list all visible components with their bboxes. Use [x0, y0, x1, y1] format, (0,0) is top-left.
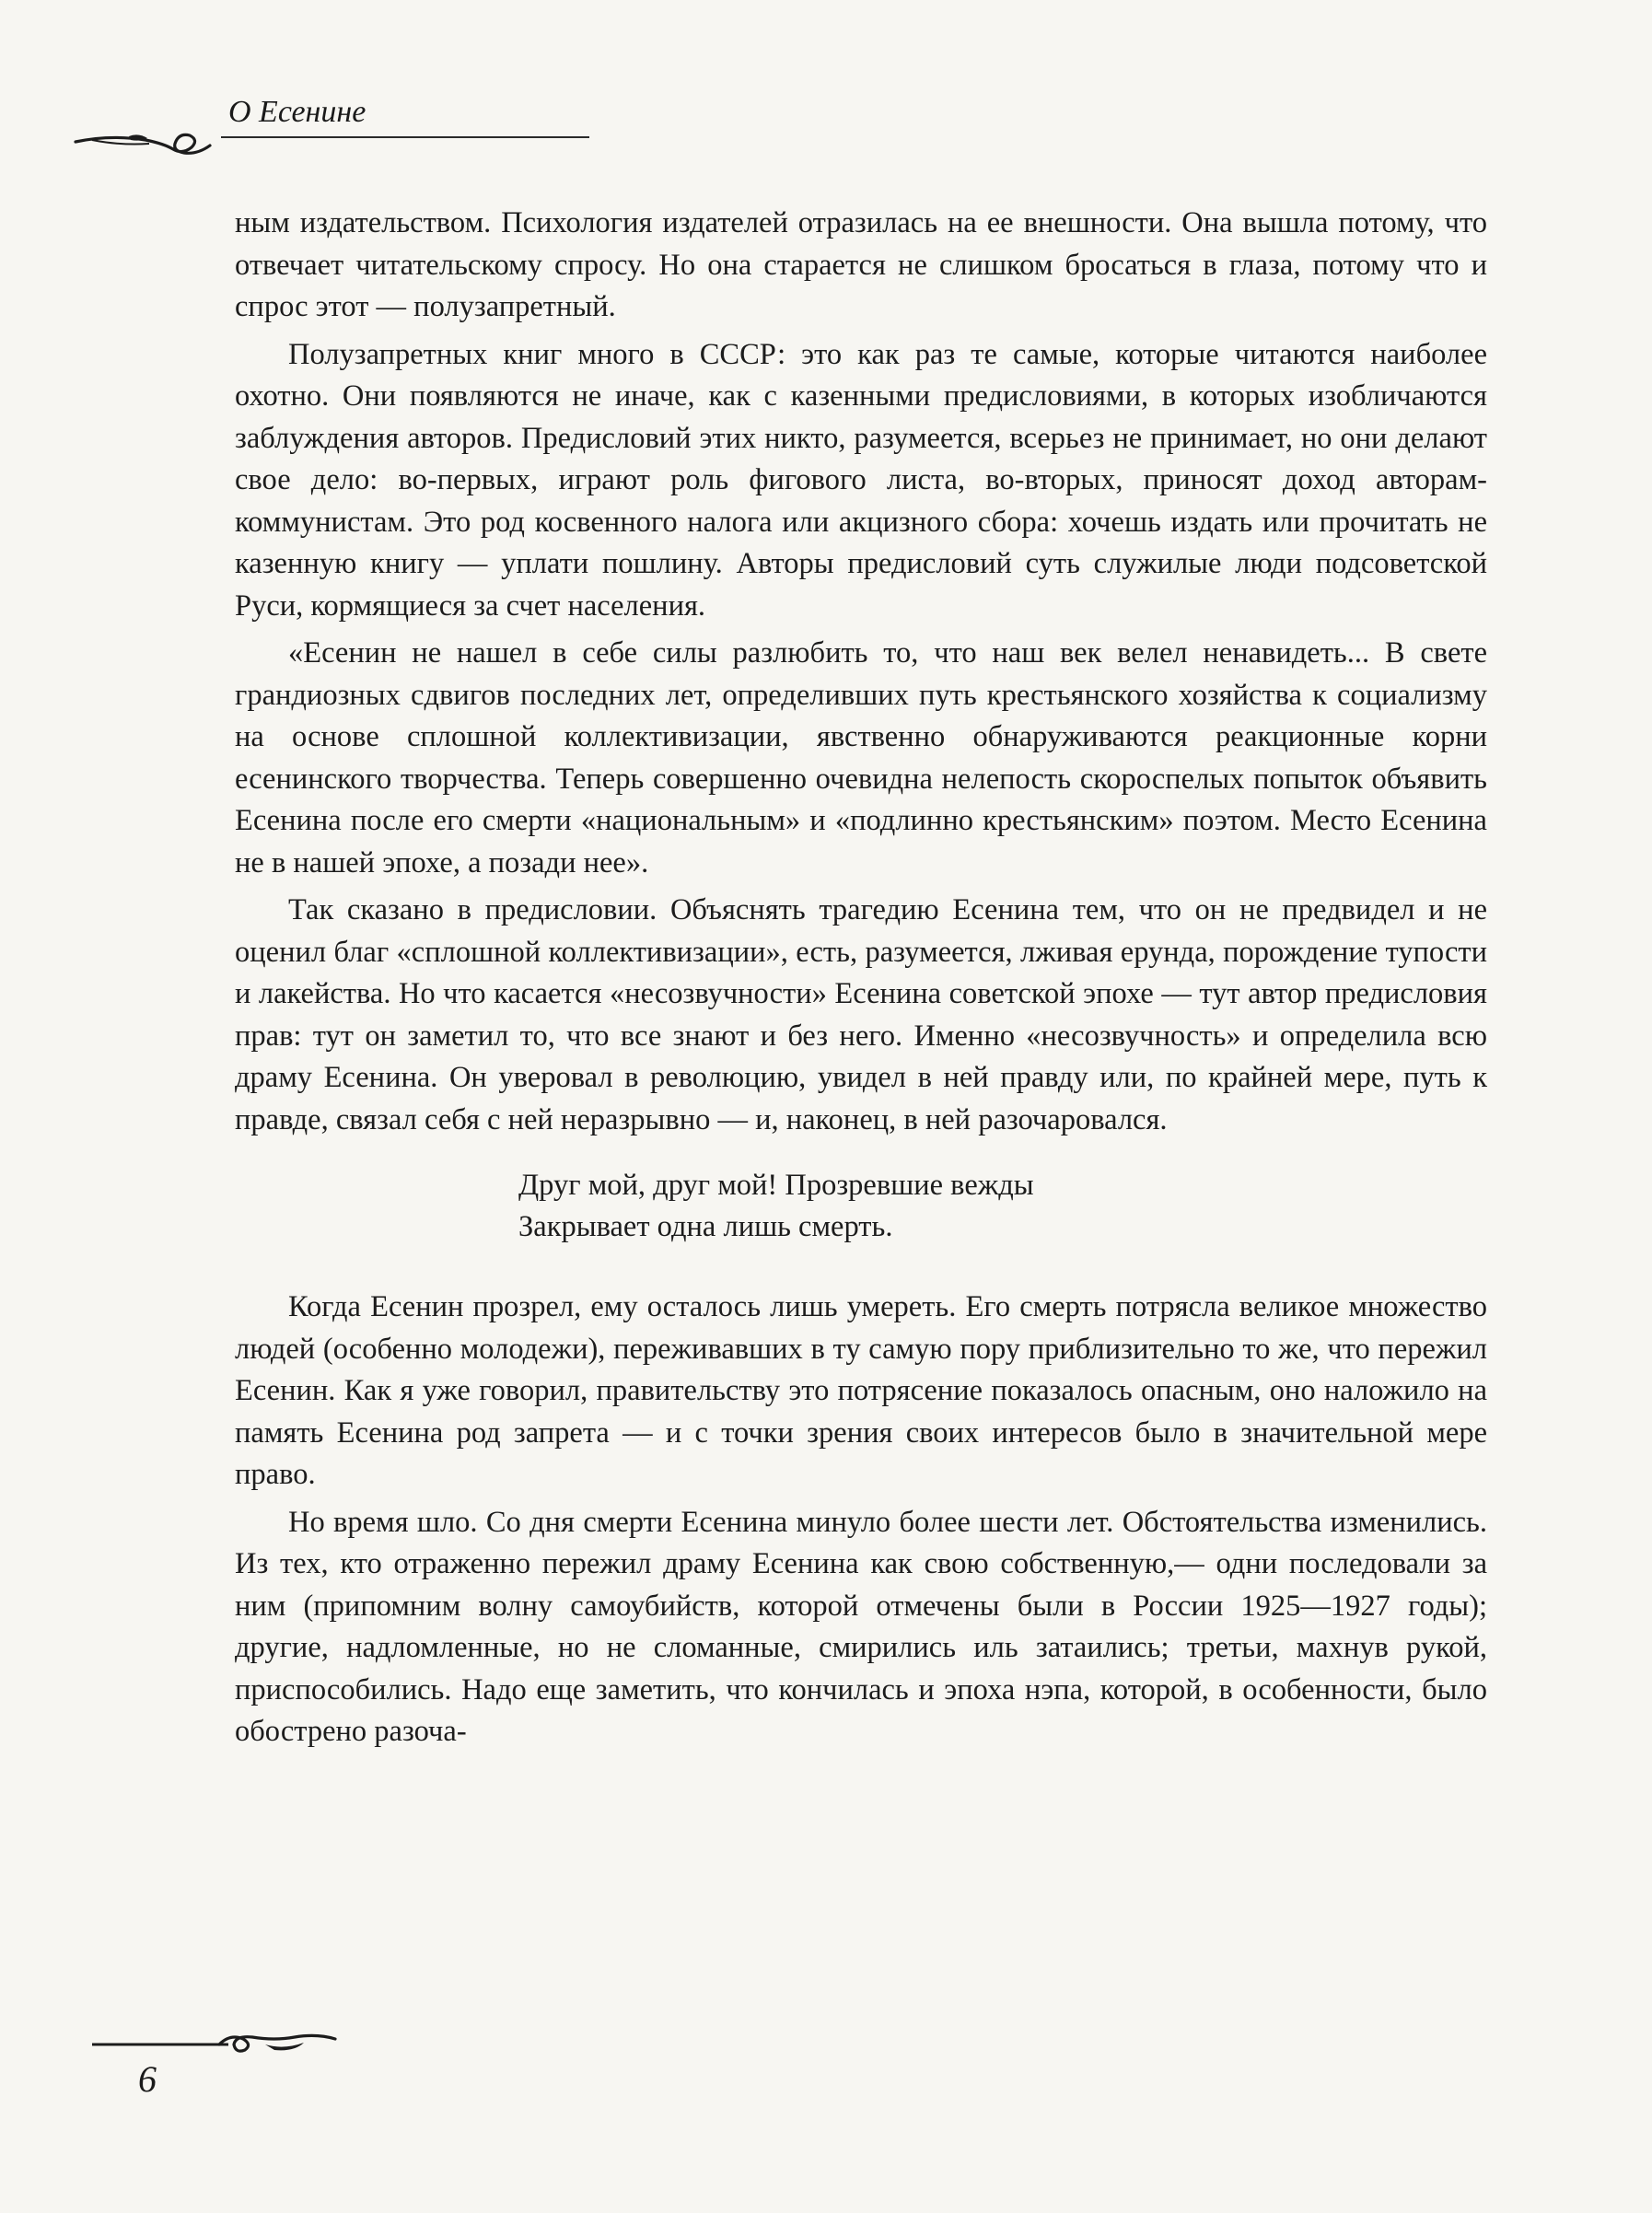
paragraph: ным издательством. Психология издателей отразилась на ее внешности. Она вышла потому, что отвечает читательскому спросу. Но она старается не слишком бросаться в глаза, потому что и спрос этот — полузапретный. [235, 206, 1487, 323]
flourish-ornament-icon [74, 122, 212, 158]
paragraph: Полузапретных книг много в СССР: это как раз те самые, которые читаются наиболее охотно. Они появляются не иначе, как с казенными предисловиями, в которых изобличаются заблуждения авторов. Предисловий этих никто, разумеется, всерьез не принимает, но они делают свое дело: во-первых, играют роль фигового листа, во-вторых, приносят доход авторам-коммунистам. Это род косвенного налога или акцизного сбора: хочешь издать или прочитать не казенную книгу — уплати пошлину. Авторы предисловий суть служилые люди подсоветской Руси, кормящиеся за счет населения. [235, 337, 1487, 623]
paragraph: Но время шло. Со дня смерти Есенина минуло более шести лет. Обстоятельства изменились. Из тех, кто отраженно пережил драму Есенина как свою собственную,— одни последовали за ним (припомним волну самоубийств, которой отмечены были в России 1925—1927 годы); другие, надломленные, но не сломанные, смирились иль затаились; третьи, махнув рукой, приспособились. Надо еще заметить, что кончилась и эпоха нэпа, которой, в особенности, было обострено разоча- [235, 1505, 1487, 1748]
verse-line: Закрывает одна лишь смерть. [518, 1210, 893, 1243]
verse-line: Друг мой, друг мой! Прозревшие вежды [518, 1169, 1034, 1202]
verse-quote [518, 1165, 1487, 1248]
page-number: 6 [138, 2058, 157, 2100]
body-text [235, 203, 1487, 1759]
flourish-ornament-icon [90, 2022, 339, 2059]
paragraph: «Есенин не нашел в себе силы разлюбить то, что наш век велел ненавидеть... В свете грандиозных сдвигов последних лет, определивших путь крестьянского хозяйства к социализму на основе сплошной коллективизации, явственно обнаруживаются реакционные корни есенинского творчества. Теперь совершенно очевидна нелепость скороспелых попыток объявить Есенина после его смерти «национальным» и «подлинно крестьянским» поэтом. Место Есенина не в нашей эпохе, а позади нее». [235, 636, 1487, 879]
paragraph: Когда Есенин прозрел, ему осталось лишь умереть. Его смерть потрясла великое множество людей (особенно молодежи), переживавших в ту самую пору приблизительно то же, что пережил Есенин. Как я уже говорил, правительству это потрясение показалось опасным, оно наложило на память Есенина род запрета — и с точки зрения своих интересов было в значительной мере право. [235, 1290, 1487, 1491]
header-rule [221, 136, 589, 138]
running-head-title: О Есенине [228, 95, 366, 129]
paragraph: Так сказано в предисловии. Объяснять трагедию Есенина тем, что он не предвидел и не оценил благ «сплошной коллективизации», есть, разумеется, лживая ерунда, порождение тупости и лакейства. Но что касается «несозвучности» Есенина советской эпохе — тут автор предисловия прав: тут он заметил то, что все знают и без него. Именно «несозвучность» и определила всю драму Есенина. Он уверовал в революцию, увидел в ней правду или, по крайней мере, путь к правде, связал себя с ней неразрывно — и, наконец, в ней разочаровался. [235, 893, 1487, 1136]
